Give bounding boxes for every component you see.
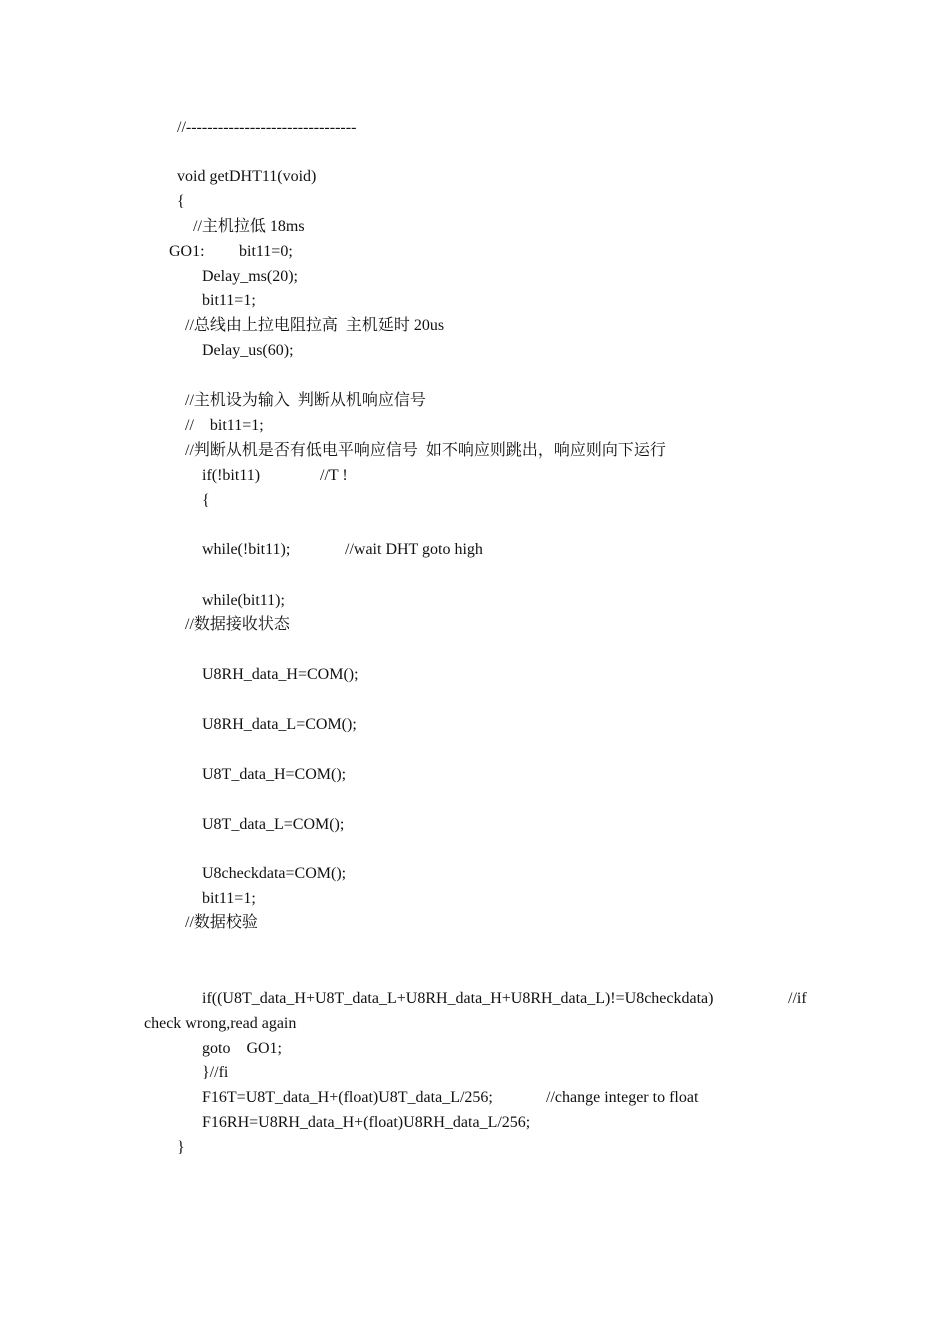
- code-f16t: F16T=U8T_data_H+(float)U8T_data_L/256;: [202, 1089, 493, 1106]
- code-while-not-bit: while(!bit11);: [202, 541, 291, 558]
- function-signature: void getDHT11(void): [177, 168, 317, 185]
- code-while-bit: while(bit11);: [202, 592, 285, 609]
- function-open-brace: {: [177, 193, 185, 210]
- code-f16rh: F16RH=U8RH_data_H+(float)U8RH_data_L/256;: [202, 1114, 531, 1131]
- function-close-brace: }: [177, 1139, 185, 1156]
- code-rh-high: U8RH_data_H=COM();: [202, 666, 359, 683]
- code-bit-set-zero: bit11=0;: [239, 243, 293, 260]
- code-delay-ms: Delay_ms(20);: [202, 268, 298, 285]
- comment-verify: //数据校验: [185, 914, 258, 931]
- comment-check-response: //判断从机是否有低电平响应信号 如不响应则跳出，响应则向下运行: [185, 442, 666, 459]
- code-bit-set-one-b: bit11=1;: [202, 890, 256, 907]
- code-rh-low: U8RH_data_L=COM();: [202, 716, 357, 733]
- code-fi: }//fi: [202, 1064, 229, 1081]
- code-t-low: U8T_data_L=COM();: [202, 816, 345, 833]
- comment-host-input: //主机设为输入 判断从机响应信号: [185, 392, 426, 409]
- code-goto: goto GO1;: [202, 1040, 282, 1057]
- code-bit-set-one: bit11=1;: [202, 292, 256, 309]
- comment-host-pull-low: //主机拉低 18ms: [193, 218, 305, 235]
- code-if-checksum: if((U8T_data_H+U8T_data_L+U8RH_data_H+U8RH_data_L)!=U8checkdata): [202, 990, 714, 1007]
- comment-if-not-bit: //T !: [320, 467, 348, 484]
- comment-bit-disabled: // bit11=1;: [185, 417, 264, 434]
- comment-separator: //--------------------------------: [177, 119, 357, 136]
- code-t-high: U8T_data_H=COM();: [202, 766, 347, 783]
- label-go1: GO1:: [169, 243, 205, 260]
- comment-bus-pullup: //总线由上拉电阻拉高 主机延时 20us: [185, 317, 445, 334]
- code-delay-us: Delay_us(60);: [202, 342, 294, 359]
- code-checkdata: U8checkdata=COM();: [202, 865, 347, 882]
- code-inner-open-brace: {: [202, 492, 210, 509]
- comment-wait-high: //wait DHT goto high: [345, 541, 483, 558]
- comment-if-checksum: //if: [788, 990, 807, 1007]
- comment-if-checksum-cont: check wrong,read again: [144, 1015, 297, 1032]
- code-if-not-bit: if(!bit11): [202, 467, 261, 484]
- comment-f16t: //change integer to float: [546, 1089, 699, 1106]
- comment-receive-state: //数据接收状态: [185, 616, 290, 633]
